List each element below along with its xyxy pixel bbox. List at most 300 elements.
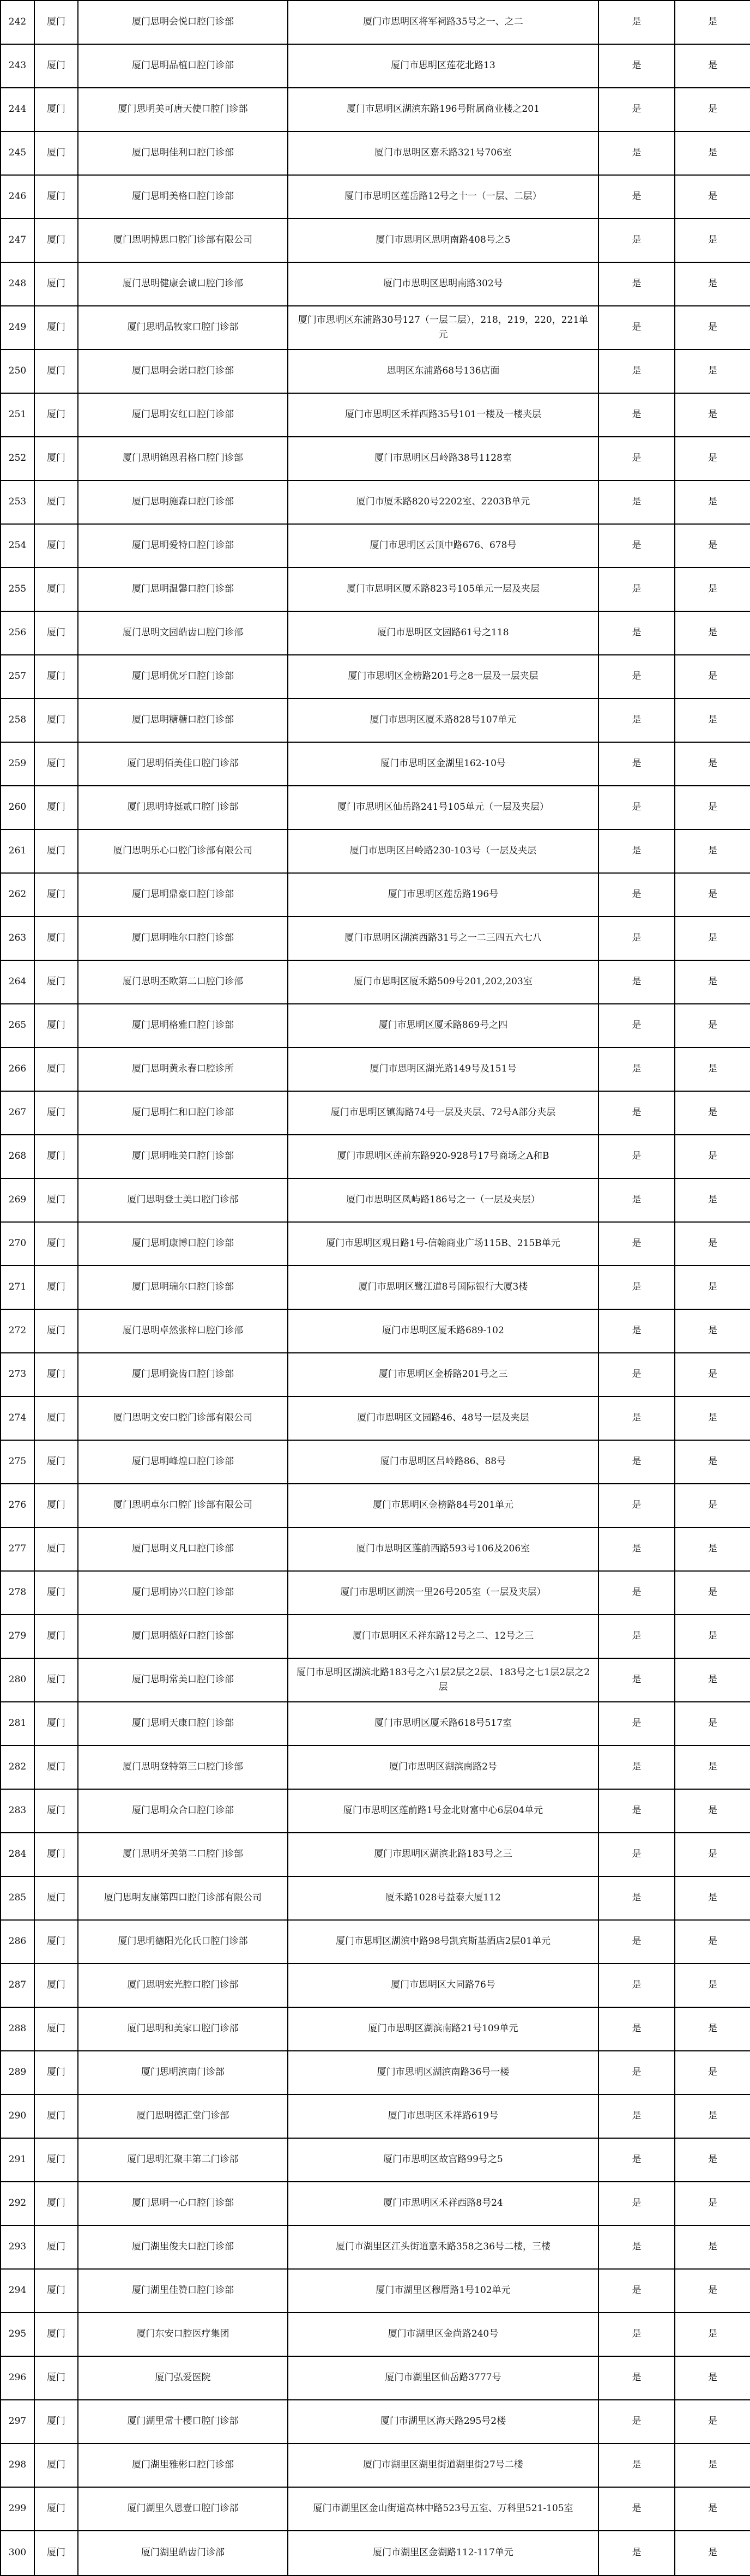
row-number-cell: 251 [1, 393, 34, 437]
row-number-cell: 290 [1, 2094, 34, 2138]
address-cell: 厦门市思明区湖光路149号及151号 [288, 1048, 598, 1091]
address-cell: 厦门市思明区湖滨北路183号之三 [288, 1833, 598, 1876]
address-cell: 厦门市思明区禾祥东路12号之二、12号之三 [288, 1615, 598, 1658]
institution-name-cell: 厦门思明瑞尔口腔门诊部 [78, 1266, 288, 1309]
row-number-cell: 284 [1, 1833, 34, 1876]
status-a-cell: 是 [598, 1266, 675, 1309]
city-cell: 厦门 [34, 2182, 78, 2225]
table-row [1, 1746, 750, 1789]
status-a-cell: 是 [598, 1091, 675, 1135]
row-number-cell: 262 [1, 873, 34, 917]
address-cell: 厦门市思明区吕岭路230-103号（一层及夹层 [288, 829, 598, 873]
table-row [1, 786, 750, 829]
row-number-cell: 250 [1, 350, 34, 393]
status-a-cell: 是 [598, 1964, 675, 2007]
city-cell: 厦门 [34, 2356, 78, 2400]
table-row [1, 1920, 750, 1964]
address-cell: 厦门市思明区莲花北路13 [288, 44, 598, 88]
address-cell: 厦门市湖里区湖里街道湖里街27号二楼 [288, 2443, 598, 2487]
status-b-cell: 是 [675, 1, 750, 44]
institution-name-cell: 厦门思明丕欧第二口腔门诊部 [78, 960, 288, 1004]
status-b-cell: 是 [675, 2182, 750, 2225]
status-b-cell: 是 [675, 1135, 750, 1178]
status-a-cell: 是 [598, 960, 675, 1004]
status-a-cell: 是 [598, 219, 675, 262]
row-number-cell: 263 [1, 917, 34, 960]
row-number-cell: 274 [1, 1397, 34, 1440]
row-number-cell: 292 [1, 2182, 34, 2225]
status-a-cell: 是 [598, 2531, 675, 2575]
institution-name-cell: 厦门思明佰美佳口腔门诊部 [78, 742, 288, 786]
city-cell: 厦门 [34, 611, 78, 655]
institution-name-cell: 厦门思明卓然张梓口腔门诊部 [78, 1309, 288, 1353]
status-b-cell: 是 [675, 829, 750, 873]
row-number-cell: 288 [1, 2007, 34, 2051]
status-a-cell: 是 [598, 44, 675, 88]
city-cell: 厦门 [34, 524, 78, 568]
institution-name-cell: 厦门思明宏光腔口腔门诊部 [78, 1964, 288, 2007]
status-a-cell: 是 [598, 1876, 675, 1920]
address-cell: 厦门市湖里区仙岳路3777号 [288, 2356, 598, 2400]
city-cell: 厦门 [34, 1789, 78, 1833]
status-a-cell: 是 [598, 393, 675, 437]
institution-name-cell: 厦门思明义凡口腔门诊部 [78, 1527, 288, 1571]
city-cell: 厦门 [34, 1964, 78, 2007]
row-number-cell: 245 [1, 131, 34, 175]
city-cell: 厦门 [34, 1702, 78, 1746]
address-cell: 厦门市湖里区江头街道嘉禾路358之36号二楼，三楼 [288, 2225, 598, 2269]
institution-name-cell: 厦门思明美格口腔门诊部 [78, 175, 288, 219]
address-cell: 厦门市思明区禾祥西路8号24 [288, 2182, 598, 2225]
status-a-cell: 是 [598, 1658, 675, 1702]
status-a-cell: 是 [598, 350, 675, 393]
table-row [1, 1789, 750, 1833]
status-b-cell: 是 [675, 262, 750, 306]
city-cell: 厦门 [34, 1222, 78, 1266]
row-number-cell: 243 [1, 44, 34, 88]
table-row [1, 2269, 750, 2313]
status-a-cell: 是 [598, 917, 675, 960]
address-cell: 厦门市思明区禾祥西路35号101一楼及一楼夹层 [288, 393, 598, 437]
address-cell: 厦门市思明区金榜路201号之8一层及一层夹层 [288, 655, 598, 699]
city-cell: 厦门 [34, 917, 78, 960]
city-cell: 厦门 [34, 306, 78, 350]
row-number-cell: 293 [1, 2225, 34, 2269]
institution-name-cell: 厦门湖里皓齿门诊部 [78, 2531, 288, 2575]
table-row [1, 131, 750, 175]
status-a-cell: 是 [598, 2182, 675, 2225]
address-cell: 厦门市思明区湖滨东路196号附属商业楼之201 [288, 88, 598, 131]
institution-name-cell: 厦门湖里雅彬口腔门诊部 [78, 2443, 288, 2487]
status-a-cell: 是 [598, 480, 675, 524]
row-number-cell: 296 [1, 2356, 34, 2400]
table-row [1, 2182, 750, 2225]
table-row [1, 2225, 750, 2269]
row-number-cell: 244 [1, 88, 34, 131]
table-row [1, 1658, 750, 1702]
status-b-cell: 是 [675, 1091, 750, 1135]
address-cell: 厦门市湖里区海天路295号2楼 [288, 2400, 598, 2443]
table-row [1, 44, 750, 88]
row-number-cell: 273 [1, 1353, 34, 1397]
institution-name-cell: 厦门思明佳利口腔门诊部 [78, 131, 288, 175]
city-cell: 厦门 [34, 1746, 78, 1789]
table-row [1, 917, 750, 960]
city-cell: 厦门 [34, 219, 78, 262]
city-cell: 厦门 [34, 2531, 78, 2575]
row-number-cell: 271 [1, 1266, 34, 1309]
address-cell: 厦门市思明区莲前西路593号106及206室 [288, 1527, 598, 1571]
institution-name-cell: 厦门思明峰煌口腔门诊部 [78, 1440, 288, 1484]
status-b-cell: 是 [675, 1527, 750, 1571]
status-a-cell: 是 [598, 2094, 675, 2138]
row-number-cell: 268 [1, 1135, 34, 1178]
row-number-cell: 283 [1, 1789, 34, 1833]
table-row [1, 2094, 750, 2138]
institution-name-cell: 厦门湖里俊夫口腔门诊部 [78, 2225, 288, 2269]
institution-name-cell: 厦门思明唯美口腔门诊部 [78, 1135, 288, 1178]
table-row [1, 1702, 750, 1746]
table-row [1, 262, 750, 306]
city-cell: 厦门 [34, 262, 78, 306]
address-cell: 厦门市思明区故宫路99号之5 [288, 2138, 598, 2182]
row-number-cell: 300 [1, 2531, 34, 2575]
status-b-cell: 是 [675, 1746, 750, 1789]
city-cell: 厦门 [34, 786, 78, 829]
row-number-cell: 281 [1, 1702, 34, 1746]
city-cell: 厦门 [34, 568, 78, 611]
city-cell: 厦门 [34, 873, 78, 917]
table-row [1, 1571, 750, 1615]
status-b-cell: 是 [675, 131, 750, 175]
address-cell: 厦门市思明区厦禾路689-102 [288, 1309, 598, 1353]
institution-name-cell: 厦门思明爱特口腔门诊部 [78, 524, 288, 568]
row-number-cell: 264 [1, 960, 34, 1004]
table-row [1, 699, 750, 742]
table-row [1, 1397, 750, 1440]
row-number-cell: 298 [1, 2443, 34, 2487]
status-b-cell: 是 [675, 699, 750, 742]
city-cell: 厦门 [34, 1266, 78, 1309]
status-b-cell: 是 [675, 2269, 750, 2313]
institution-name-cell: 厦门湖里佳赞口腔门诊部 [78, 2269, 288, 2313]
status-a-cell: 是 [598, 2225, 675, 2269]
table-row [1, 2007, 750, 2051]
institution-name-cell: 厦门思明常美口腔门诊部 [78, 1658, 288, 1702]
address-cell: 厦禾路1028号益泰大厦112 [288, 1876, 598, 1920]
status-a-cell: 是 [598, 306, 675, 350]
institution-name-cell: 厦门思明鼎豪口腔门诊部 [78, 873, 288, 917]
table-row [1, 655, 750, 699]
table-row [1, 219, 750, 262]
table-row [1, 960, 750, 1004]
status-b-cell: 是 [675, 2051, 750, 2094]
table-row [1, 2138, 750, 2182]
address-cell: 厦门市湖里区金湖路112-117单元 [288, 2531, 598, 2575]
address-cell: 厦门市思明区莲前路1号金北财富中心6层04单元 [288, 1789, 598, 1833]
status-a-cell: 是 [598, 262, 675, 306]
row-number-cell: 246 [1, 175, 34, 219]
status-b-cell: 是 [675, 2487, 750, 2531]
status-b-cell: 是 [675, 2138, 750, 2182]
city-cell: 厦门 [34, 2138, 78, 2182]
status-b-cell: 是 [675, 1833, 750, 1876]
address-cell: 厦门市思明区湖滨南路36号一楼 [288, 2051, 598, 2094]
address-cell: 厦门市湖里区金山街道高林中路523号五室、万科里521-105室 [288, 2487, 598, 2531]
status-a-cell: 是 [598, 873, 675, 917]
institution-name-cell: 厦门思明登士美口腔门诊部 [78, 1178, 288, 1222]
city-cell: 厦门 [34, 960, 78, 1004]
address-cell: 厦门市思明区吕岭路38号1128室 [288, 437, 598, 480]
table-row [1, 437, 750, 480]
address-cell: 厦门市思明区嘉禾路321号706室 [288, 131, 598, 175]
table-row [1, 1266, 750, 1309]
status-b-cell: 是 [675, 786, 750, 829]
city-cell: 厦门 [34, 1178, 78, 1222]
address-cell: 厦门市思明区观日路1号-信翰商业广场115B、215B单元 [288, 1222, 598, 1266]
city-cell: 厦门 [34, 88, 78, 131]
address-cell: 厦门市思明区厦禾路828号107单元 [288, 699, 598, 742]
table-row [1, 611, 750, 655]
table-row [1, 1484, 750, 1527]
status-b-cell: 是 [675, 1484, 750, 1527]
city-cell: 厦门 [34, 1048, 78, 1091]
table-row [1, 1615, 750, 1658]
status-a-cell: 是 [598, 2269, 675, 2313]
institution-name-cell: 厦门思明牙美第二口腔门诊部 [78, 1833, 288, 1876]
status-a-cell: 是 [598, 131, 675, 175]
status-b-cell: 是 [675, 1615, 750, 1658]
institution-name-cell: 厦门弘爱医院 [78, 2356, 288, 2400]
institution-name-cell: 厦门思明德汇堂门诊部 [78, 2094, 288, 2138]
row-number-cell: 272 [1, 1309, 34, 1353]
table-row [1, 1440, 750, 1484]
city-cell: 厦门 [34, 2443, 78, 2487]
table-row [1, 873, 750, 917]
status-b-cell: 是 [675, 568, 750, 611]
address-cell: 厦门市思明区金榜路84号201单元 [288, 1484, 598, 1527]
address-cell: 厦门市思明区思明南路408号之5 [288, 219, 598, 262]
institution-name-cell: 厦门思明美可唐天使口腔门诊部 [78, 88, 288, 131]
status-a-cell: 是 [598, 2051, 675, 2094]
table-row [1, 1048, 750, 1091]
address-cell: 厦门市思明区厦禾路823号105单元一层及夹层 [288, 568, 598, 611]
table-row [1, 1091, 750, 1135]
institution-name-cell: 厦门思明黄永春口腔诊所 [78, 1048, 288, 1091]
city-cell: 厦门 [34, 131, 78, 175]
institution-name-cell: 厦门思明协兴口腔门诊部 [78, 1571, 288, 1615]
status-b-cell: 是 [675, 1178, 750, 1222]
city-cell: 厦门 [34, 1658, 78, 1702]
status-b-cell: 是 [675, 1309, 750, 1353]
status-b-cell: 是 [675, 1440, 750, 1484]
status-b-cell: 是 [675, 480, 750, 524]
city-cell: 厦门 [34, 1833, 78, 1876]
status-a-cell: 是 [598, 829, 675, 873]
status-b-cell: 是 [675, 1222, 750, 1266]
status-a-cell: 是 [598, 1702, 675, 1746]
institution-name-cell: 厦门思明友康第四口腔门诊部有限公司 [78, 1876, 288, 1920]
status-b-cell: 是 [675, 2094, 750, 2138]
table-row [1, 2531, 750, 2575]
address-cell: 厦门市思明区金湖里162-10号 [288, 742, 598, 786]
status-b-cell: 是 [675, 2443, 750, 2487]
institution-name-cell: 厦门思明优牙口腔门诊部 [78, 655, 288, 699]
city-cell: 厦门 [34, 1876, 78, 1920]
city-cell: 厦门 [34, 2313, 78, 2356]
address-cell: 厦门市湖里区穆厝路1号102单元 [288, 2269, 598, 2313]
status-b-cell: 是 [675, 350, 750, 393]
status-b-cell: 是 [675, 742, 750, 786]
address-cell: 厦门市思明区仙岳路241号105单元（一层及夹层） [288, 786, 598, 829]
address-cell: 厦门市思明区湖滨一里26号205室（一层及夹层） [288, 1571, 598, 1615]
address-cell: 厦门市思明区厦禾路869号之四 [288, 1004, 598, 1048]
institution-name-cell: 厦门思明乐心口腔门诊部有限公司 [78, 829, 288, 873]
status-a-cell: 是 [598, 1048, 675, 1091]
row-number-cell: 279 [1, 1615, 34, 1658]
status-a-cell: 是 [598, 1571, 675, 1615]
status-b-cell: 是 [675, 1571, 750, 1615]
table-row [1, 2487, 750, 2531]
status-a-cell: 是 [598, 742, 675, 786]
row-number-cell: 265 [1, 1004, 34, 1048]
table-row [1, 306, 750, 350]
row-number-cell: 280 [1, 1658, 34, 1702]
address-cell: 厦门市思明区大同路76号 [288, 1964, 598, 2007]
status-b-cell: 是 [675, 1397, 750, 1440]
institution-name-cell: 厦门思明德阳光化氏口腔门诊部 [78, 1920, 288, 1964]
city-cell: 厦门 [34, 1004, 78, 1048]
institution-name-cell: 厦门思明博思口腔门诊部有限公司 [78, 219, 288, 262]
institution-name-cell: 厦门思明众合口腔门诊部 [78, 1789, 288, 1833]
status-b-cell: 是 [675, 2007, 750, 2051]
institution-name-cell: 厦门思明登特第三口腔门诊部 [78, 1746, 288, 1789]
row-number-cell: 291 [1, 2138, 34, 2182]
table-row [1, 1527, 750, 1571]
institution-name-cell: 厦门思明文园皓齿口腔门诊部 [78, 611, 288, 655]
table-row [1, 1353, 750, 1397]
row-number-cell: 294 [1, 2269, 34, 2313]
status-a-cell: 是 [598, 1789, 675, 1833]
city-cell: 厦门 [34, 480, 78, 524]
status-b-cell: 是 [675, 1658, 750, 1702]
status-a-cell: 是 [598, 2443, 675, 2487]
status-a-cell: 是 [598, 1309, 675, 1353]
status-b-cell: 是 [675, 44, 750, 88]
address-cell: 厦门市思明区文园路46、48号一层及夹层 [288, 1397, 598, 1440]
row-number-cell: 269 [1, 1178, 34, 1222]
table-row [1, 1964, 750, 2007]
status-b-cell: 是 [675, 1789, 750, 1833]
table-row [1, 1876, 750, 1920]
row-number-cell: 256 [1, 611, 34, 655]
city-cell: 厦门 [34, 829, 78, 873]
status-a-cell: 是 [598, 437, 675, 480]
address-cell: 厦门市思明区镇海路74号一层及夹层、72号A部分夹层 [288, 1091, 598, 1135]
table-row [1, 1178, 750, 1222]
institution-name-cell: 厦门思明天康口腔门诊部 [78, 1702, 288, 1746]
city-cell: 厦门 [34, 2487, 78, 2531]
row-number-cell: 289 [1, 2051, 34, 2094]
row-number-cell: 285 [1, 1876, 34, 1920]
status-a-cell: 是 [598, 2400, 675, 2443]
table-row [1, 742, 750, 786]
institution-name-cell: 厦门思明会悦口腔门诊部 [78, 1, 288, 44]
city-cell: 厦门 [34, 1440, 78, 1484]
table-row [1, 2051, 750, 2094]
address-cell: 厦门市思明区湖滨西路31号之一二三四五六七八 [288, 917, 598, 960]
city-cell: 厦门 [34, 44, 78, 88]
institution-name-cell: 厦门湖里久恩壹口腔门诊部 [78, 2487, 288, 2531]
row-number-cell: 299 [1, 2487, 34, 2531]
status-a-cell: 是 [598, 2356, 675, 2400]
institution-name-cell: 厦门思明瓷齿口腔门诊部 [78, 1353, 288, 1397]
status-b-cell: 是 [675, 88, 750, 131]
table-row [1, 1222, 750, 1266]
address-cell: 厦门市思明区湖滨南路2号 [288, 1746, 598, 1789]
city-cell: 厦门 [34, 437, 78, 480]
table-row [1, 2400, 750, 2443]
status-a-cell: 是 [598, 1615, 675, 1658]
table-row [1, 568, 750, 611]
city-cell: 厦门 [34, 1135, 78, 1178]
city-cell: 厦门 [34, 1527, 78, 1571]
institution-name-cell: 厦门湖里常十樱口腔门诊部 [78, 2400, 288, 2443]
address-cell: 厦门市思明区禾祥路619号 [288, 2094, 598, 2138]
row-number-cell: 254 [1, 524, 34, 568]
status-b-cell: 是 [675, 219, 750, 262]
institution-name-cell: 厦门思明品牧家口腔门诊部 [78, 306, 288, 350]
status-a-cell: 是 [598, 568, 675, 611]
status-a-cell: 是 [598, 2138, 675, 2182]
city-cell: 厦门 [34, 2007, 78, 2051]
row-number-cell: 297 [1, 2400, 34, 2443]
institution-name-cell: 厦门思明品植口腔门诊部 [78, 44, 288, 88]
city-cell: 厦门 [34, 1484, 78, 1527]
institution-name-cell: 厦门思明糖糖口腔门诊部 [78, 699, 288, 742]
status-a-cell: 是 [598, 1353, 675, 1397]
status-a-cell: 是 [598, 786, 675, 829]
institution-name-cell: 厦门东安口腔医疗集团 [78, 2313, 288, 2356]
row-number-cell: 276 [1, 1484, 34, 1527]
address-cell: 厦门市湖里区金尚路240号 [288, 2313, 598, 2356]
status-b-cell: 是 [675, 393, 750, 437]
address-cell: 厦门市思明区莲岳路12号之十一（一层、二层） [288, 175, 598, 219]
status-b-cell: 是 [675, 1702, 750, 1746]
address-cell: 厦门市思明区湖滨中路98号凯宾斯基酒店2层01单元 [288, 1920, 598, 1964]
institution-name-cell: 厦门思明唯尔口腔门诊部 [78, 917, 288, 960]
row-number-cell: 282 [1, 1746, 34, 1789]
row-number-cell: 270 [1, 1222, 34, 1266]
status-a-cell: 是 [598, 524, 675, 568]
address-cell: 厦门市思明区厦禾路618号517室 [288, 1702, 598, 1746]
city-cell: 厦门 [34, 1, 78, 44]
status-b-cell: 是 [675, 1353, 750, 1397]
status-b-cell: 是 [675, 2400, 750, 2443]
row-number-cell: 275 [1, 1440, 34, 1484]
institution-name-cell: 厦门思明施森口腔门诊部 [78, 480, 288, 524]
status-b-cell: 是 [675, 2313, 750, 2356]
address-cell: 厦门市思明区思明南路302号 [288, 262, 598, 306]
status-a-cell: 是 [598, 1746, 675, 1789]
institution-name-cell: 厦门思明德好口腔门诊部 [78, 1615, 288, 1658]
address-cell: 厦门市思明区莲岳路196号 [288, 873, 598, 917]
status-a-cell: 是 [598, 1833, 675, 1876]
address-cell: 厦门市思明区鹭江道8号国际银行大厦3楼 [288, 1266, 598, 1309]
table-row [1, 393, 750, 437]
row-number-cell: 261 [1, 829, 34, 873]
status-b-cell: 是 [675, 1876, 750, 1920]
